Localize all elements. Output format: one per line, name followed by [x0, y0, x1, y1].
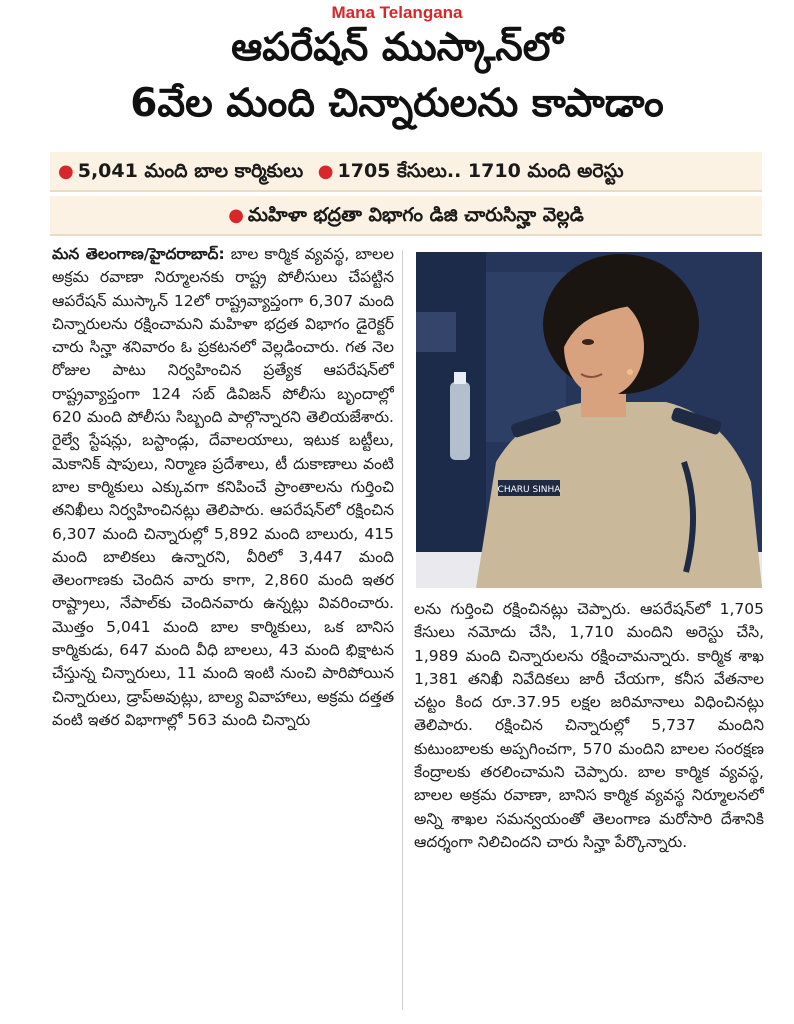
newspaper-source-label: Mana Telangana [331, 3, 463, 22]
bullet-icon: ● [228, 205, 244, 226]
photo-name-tag: CHARU SINHA [497, 485, 561, 495]
article-column-right: లను గుర్తించి రక్షించినట్లు చెప్పారు. ఆపరేషన్‌లో 1,705 కేసులు నమోదు చేసి, 1,710 మందిని అరెస్టు చేసి, 1,989 మంది చిన్నారులను రక్షించామన్నారు. కార్మిక శాఖ 1,381 తనిఖీ నివేదికలు జారీ చేయగా, కనీస వేతనాల చట్టం కింద రూ.37.95 లక్షల జరిమానాలు విధించినట్లు తెలిపారు. రక్షించిన చిన్నారుల్లో 5,737 మందిని కుటుంబాలకు అప్పగించగా, 570 మందిని బాలల సంరక్షణ కేంద్రాలకు తరలించామని చెప్పారు. బాల కార్మిక వ్యవస్థ, బాలల అక్రమ రవాణా, బానిస కార్మిక వ్యవస్థ నిర్మూలనలో అన్ని శాఖల సమన్వయంతో తెలంగాణ మరోసారి దేశానికి ఆదర్శంగా నిలిచిందని చారు సిన్హా పేర్కొన్నారు. [414, 600, 764, 851]
highlight-3: మహిళా భద్రతా విభాగం డిజి చారుసిన్హా వెల్లడి [247, 204, 584, 226]
officer-photo-illustration [416, 252, 762, 588]
headline-line-2: 6వేల మంది చిన్నారులను కాపాడాం [130, 81, 664, 126]
highlight-2: 1705 కేసులు.. 1710 మంది అరెస్టు [337, 160, 624, 182]
article-body-left: బాల కార్మిక వ్యవస్థ, బాలల అక్రమ రవాణా నిర్మూలనకు రాష్ట్ర పోలీసులు చేపట్టిన ఆపరేషన్ ముస్కాన్ 12లో రాష్ట్రవ్యాప్తంగా 6,307 మంది చిన్నారులను రక్షించామని మహిళా భద్రత విభాగం డైరెక్టర్ చారు సిన్హా శనివారం ఓ ప్రకటనలో వెల్లడించారు. గత నెల రోజుల పాటు నిర్వహించిన ప్రత్యేక ఆపరేషన్‌లో రాష్ట్రవ్యాప్తంగా 124 సబ్ డివిజన్ పోలీసు బృందాల్లో 620 మంది పోలీసు సిబ్బంది పాల్గొన్నారని తెలియజేశారు. రైల్వే స్టేషన్లు, బస్టాండ్లు, దేవాలయాలు, ఇటుక బట్టీలు, మెకానిక్ షాపులు, నిర్మాణ ప్రదేశాలు, టీ దుకాణాలు వంటి బాల కార్మికులు ఎక్కువగా కనిపించే ప్రాంతాలను గుర్తించి తనిఖీలు నిర్వహించినట్లు తెలిపారు. ఆపరేషన్‌లో రక్షించిన 6,307 మంది చిన్నారుల్లో 5,892 మంది బాలురు, 415 మంది బాలికలు ఉన్నారని, వీరిలో 3,447 మంది తెలంగాణకు చెందిన వారు కాగా, 2,860 మంది ఇతర రాష్ట్రాలు, నేపాల్‌కు చెందినవారు ఉన్నట్లు వివరించారు. మొత్తం 5,041 మంది బాల కార్మికులు, ఒక బానిస కార్మికుడు, 647 మంది వీధి బాలలు, 43 మంది భిక్షాటన చేస్తున్న చిన్నారులు, 11 మంది ఇంటి నుంచి పారిపోయిన చిన్నారులు, డ్రాప్‌అవుట్లు, బాల్య వివాహాలు, అక్రమ దత్తత వంటి ఇతర విభాగాల్లో 563 మంది చిన్నారు [52, 245, 394, 729]
bullet-icon: ● [317, 161, 334, 182]
bullet-icon: ● [58, 161, 74, 182]
headline-line-1: ఆపరేషన్ ముస్కాన్‌లో [231, 25, 563, 70]
article-column-left [52, 243, 394, 1013]
article-dateline: మన తెలంగాణ/హైదరాబాద్: [52, 245, 225, 263]
article-photo [416, 252, 762, 588]
highlights-strap-1 [50, 152, 762, 192]
column-divider [402, 250, 403, 1010]
highlight-1: 5,041 మంది బాల కార్మికులు [77, 160, 304, 182]
highlights-strap-2 [50, 196, 762, 236]
